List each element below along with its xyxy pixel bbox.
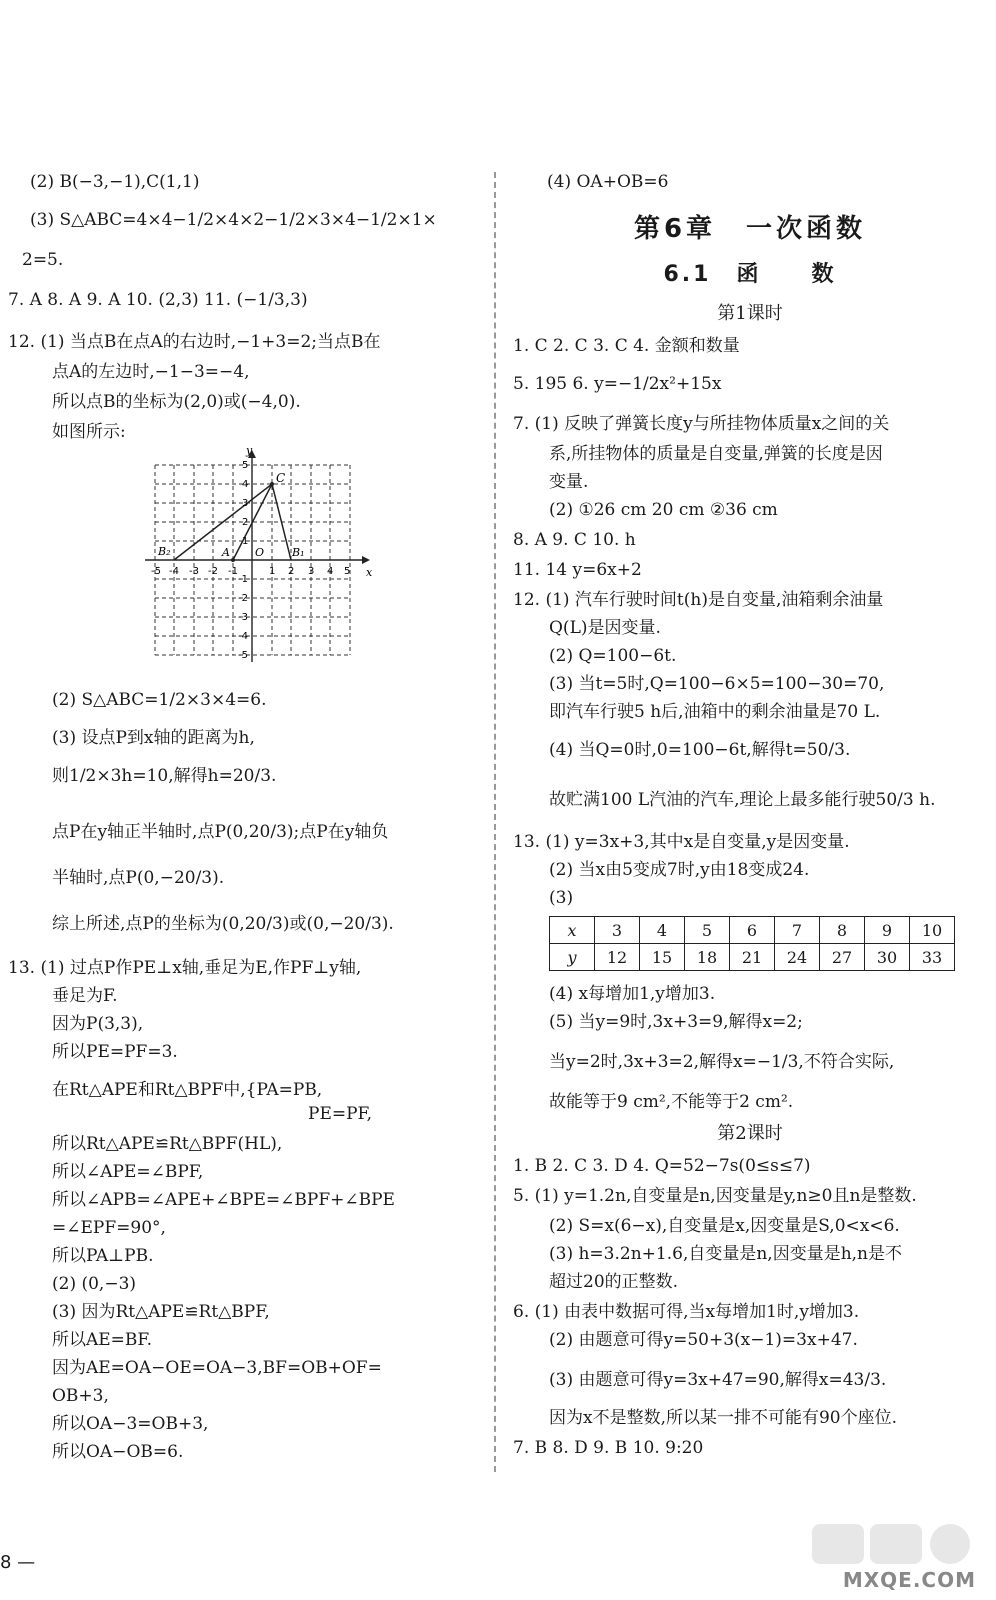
- answer-line: 7. B 8. D 9. B 10. 9:20: [513, 1438, 704, 1458]
- answer-line: 如图所示:: [52, 422, 126, 442]
- y-tick-label: -5: [238, 650, 248, 661]
- y-tick-label: 4: [242, 479, 249, 490]
- answer-line: 13. (1) y=3x+3,其中x是自变量,y是因变量.: [513, 832, 850, 852]
- x-tick-label: -2: [208, 566, 218, 577]
- watermark-text: MXQE.COM: [842, 1568, 976, 1592]
- answer-line: PE=PF,: [308, 1104, 373, 1124]
- answer-line: (2) S△ABC=1/2×3×4=6.: [52, 690, 267, 710]
- answer-line: 变量.: [549, 472, 589, 492]
- table-cell: 24: [775, 944, 820, 971]
- answer-line: 5. 195 6. y=−1/2x²+15x: [513, 374, 722, 394]
- y-tick-label: 5: [242, 460, 249, 471]
- table-cell: x: [550, 917, 595, 944]
- answer-line: (4) x每增加1,y增加3.: [549, 984, 716, 1004]
- chapter-title: 第6章 一次函数: [633, 214, 867, 244]
- lesson-title: 第2课时: [717, 1123, 783, 1144]
- table-cell: 7: [775, 917, 820, 944]
- answer-line: 因为P(3,3),: [52, 1014, 144, 1034]
- answer-line: (3) h=3.2n+1.6,自变量是n,因变量是h,n是不: [549, 1244, 902, 1264]
- answer-line: (3) 当t=5时,Q=100−6×5=100−30=70,: [549, 674, 885, 694]
- function-value-table: [549, 916, 955, 971]
- answer-line: 12. (1) 汽车行驶时间t(h)是自变量,油箱剩余油量: [513, 590, 884, 610]
- answer-line: 故能等于9 cm²,不能等于2 cm².: [549, 1092, 794, 1112]
- table-cell: 33: [910, 944, 955, 971]
- lesson-title: 第1课时: [717, 303, 783, 324]
- table-cell: 15: [640, 944, 685, 971]
- y-tick-label: -1: [238, 574, 248, 585]
- answer-line: (2) 当x由5变成7时,y由18变成24.: [549, 860, 810, 880]
- y-tick-label: 3: [242, 498, 249, 509]
- y-tick-label: 2: [242, 517, 249, 528]
- answer-line: 所以OA−3=OB+3,: [52, 1414, 209, 1434]
- answer-line: 半轴时,点P(0,−20/3).: [52, 868, 225, 888]
- page-number: 8 —: [0, 1552, 36, 1573]
- answer-line: 则1/2×3h=10,解得h=20/3.: [52, 766, 277, 786]
- answer-line: 所以∠APB=∠APE+∠BPE=∠BPF+∠BPE: [52, 1190, 395, 1210]
- answer-line: 13. (1) 过点P作PE⊥x轴,垂足为E,作PF⊥y轴,: [8, 958, 362, 978]
- answer-line: (2) Q=100−6t.: [549, 646, 677, 666]
- answer-line: 在Rt△APE和Rt△BPF中,{PA=PB,: [52, 1080, 323, 1100]
- table-cell: 27: [820, 944, 865, 971]
- answer-line: 所以AE=BF.: [52, 1330, 152, 1350]
- point-b2-label: B₂: [158, 545, 171, 558]
- answer-line: 故贮满100 L汽油的汽车,理论上最多能行驶50/3 h.: [549, 790, 936, 810]
- answer-line: (2) ①26 cm 20 cm ②36 cm: [549, 500, 778, 520]
- answer-line: (3) 由题意可得y=3x+47=90,解得x=43/3.: [549, 1370, 887, 1390]
- answer-line: 超过20的正整数.: [549, 1272, 679, 1292]
- x-tick-label: 5: [344, 566, 351, 577]
- y-tick-label: -3: [238, 612, 248, 623]
- answer-line: Q(L)是因变量.: [549, 618, 661, 638]
- answer-line: 所以Rt△APE≌Rt△BPF(HL),: [52, 1134, 283, 1154]
- answer-line: (2) S=x(6−x),自变量是x,因变量是S,0<x<6.: [549, 1216, 900, 1236]
- x-tick-label: -4: [169, 566, 179, 577]
- answer-line: 点P在y轴正半轴时,点P(0,20/3);点P在y轴负: [52, 822, 389, 842]
- answer-line: 2=5.: [22, 250, 64, 270]
- table-cell: 3: [595, 917, 640, 944]
- table-cell: 10: [910, 917, 955, 944]
- origin-label: O: [255, 546, 265, 559]
- answer-line: 所以PA⊥PB.: [52, 1246, 154, 1266]
- x-axis-label: x: [366, 566, 373, 579]
- answer-line: 因为AE=OA−OE=OA−3,BF=OB+OF=: [52, 1358, 382, 1378]
- answer-line: (3) 因为Rt△APE≌Rt△BPF,: [52, 1302, 270, 1322]
- table-cell: 30: [865, 944, 910, 971]
- answer-line: 综上所述,点P的坐标为(0,20/3)或(0,−20/3).: [52, 914, 394, 934]
- answer-line: (5) 当y=9时,3x+3=9,解得x=2;: [549, 1012, 803, 1032]
- x-tick-label: 3: [308, 566, 315, 577]
- x-tick-label: 4: [327, 566, 334, 577]
- answer-line: (4) OA+OB=6: [547, 172, 669, 192]
- table-cell: 18: [685, 944, 730, 971]
- point-b1-label: B₁: [292, 546, 305, 559]
- answer-line: (3) S△ABC=4×4−1/2×4×2−1/2×3×4−1/2×1×: [30, 210, 437, 230]
- answer-line: 所以∠APE=∠BPF,: [52, 1162, 204, 1182]
- answer-line: (2) 由题意可得y=50+3(x−1)=3x+47.: [549, 1330, 858, 1350]
- answer-line: 12. (1) 当点B在点A的右边时,−1+3=2;当点B在: [8, 332, 381, 352]
- point-c-label: C: [276, 471, 286, 485]
- coordinate-graph: [140, 448, 380, 668]
- table-cell: 4: [640, 917, 685, 944]
- y-axis-label: y: [246, 448, 253, 457]
- answer-line: 1. C 2. C 3. C 4. 金额和数量: [513, 336, 740, 356]
- table-row: [550, 917, 955, 944]
- answer-line: (4) 当Q=0时,0=100−6t,解得t=50/3.: [549, 740, 851, 760]
- section-title: 6.1 函 数: [663, 262, 837, 287]
- answer-line: 即汽车行驶5 h后,油箱中的剩余油量是70 L.: [549, 702, 881, 722]
- table-row: [550, 944, 955, 971]
- x-tick-label: 1: [269, 566, 276, 577]
- table-cell: 12: [595, 944, 640, 971]
- table-cell: 5: [685, 917, 730, 944]
- answer-line: 11. 14 y=6x+2: [513, 560, 642, 580]
- answer-line: (3): [549, 888, 574, 908]
- table-cell: 21: [730, 944, 775, 971]
- answer-line: 垂足为F.: [52, 986, 118, 1006]
- answer-line: 当y=2时,3x+3=2,解得x=−1/3,不符合实际,: [549, 1052, 895, 1072]
- answer-line: 所以点B的坐标为(2,0)或(−4,0).: [52, 392, 301, 412]
- x-tick-label: 2: [288, 566, 295, 577]
- table-cell: 8: [820, 917, 865, 944]
- x-tick-label: -3: [189, 566, 199, 577]
- answer-line: 点A的左边时,−1−3=−4,: [52, 362, 250, 382]
- table-cell: y: [550, 944, 595, 971]
- y-tick-label: -4: [238, 631, 248, 642]
- y-tick-label: -2: [238, 593, 248, 604]
- point-a-label: A: [222, 546, 230, 559]
- answer-line: 6. (1) 由表中数据可得,当x每增加1时,y增加3.: [513, 1302, 860, 1322]
- answer-line: 所以OA−OB=6.: [52, 1442, 184, 1462]
- answer-line: 8. A 9. C 10. h: [513, 530, 636, 550]
- answer-line: 7. (1) 反映了弹簧长度y与所挂物体质量x之间的关: [513, 414, 890, 434]
- answer-line: 7. A 8. A 9. A 10. (2,3) 11. (−1/3,3): [8, 290, 308, 310]
- answer-line: 1. B 2. C 3. D 4. Q=52−7s(0≤s≤7): [513, 1156, 811, 1176]
- answer-line: 因为x不是整数,所以某一排不可能有90个座位.: [549, 1408, 898, 1428]
- x-tick-label: -1: [228, 566, 238, 577]
- answer-line: (3) 设点P到x轴的距离为h,: [52, 728, 255, 748]
- answer-line: 所以PE=PF=3.: [52, 1042, 178, 1062]
- answer-line: (2) (0,−3): [52, 1274, 137, 1294]
- column-divider: [494, 172, 496, 1472]
- answer-line: 系,所挂物体的质量是自变量,弹簧的长度是因: [549, 444, 883, 464]
- table-cell: 6: [730, 917, 775, 944]
- answer-line: 5. (1) y=1.2n,自变量是n,因变量是y,n≥0且n是整数.: [513, 1186, 917, 1206]
- table-cell: 9: [865, 917, 910, 944]
- answer-line: OB+3,: [52, 1386, 109, 1406]
- answer-line: (2) B(−3,−1),C(1,1): [30, 172, 200, 192]
- answer-line: =∠EPF=90°,: [52, 1218, 166, 1238]
- y-tick-label: 1: [242, 536, 249, 547]
- x-tick-label: -5: [151, 566, 161, 577]
